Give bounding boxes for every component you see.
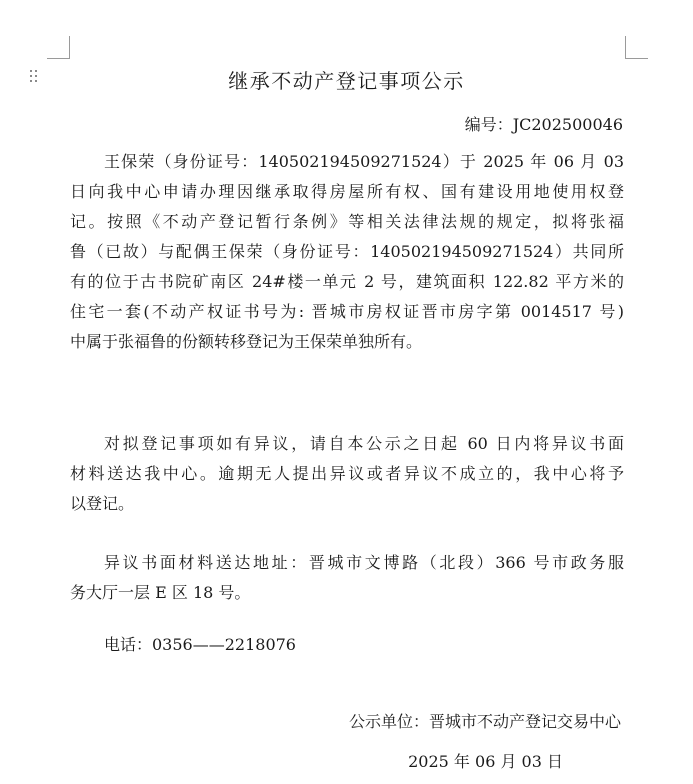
text-line: 中属于张福鲁的份额转移登记为王保荣单独所有。 [70,332,423,351]
text-line: 对拟登记事项如有异议，请自本公示之日起 60 日内将异议书面 [104,434,624,453]
crop-mark-top-right [625,36,648,59]
signature-date: 2025 年 06 月 03 日 [408,752,563,771]
text-line: 材料送达我中心。逾期无人提出异议或者异议不成立的，我中心将予 [70,464,624,483]
text-line: 日向我中心申请办理因继承取得房屋所有权、国有建设用地使用权登 [70,182,624,201]
document-title: 继承不动产登记事项公示 [228,69,465,93]
phone-line: 电话：0356——2218076 [104,635,296,654]
signature-unit: 公示单位：晋城市不动产登记交易中心 [348,712,621,731]
document-number: 编号：JC202500046 [464,115,623,134]
crop-mark-top-left [47,36,70,59]
paragraph-address [70,548,624,608]
paragraph-phone [70,630,624,660]
text-line: 王保荣（身份证号：140502194509271524）于 2025 年 06 月 03 [104,152,624,171]
text-line: 有的位于古书院矿南区 24#楼一单元 2 号，建筑面积 122.82 平方米的 [70,272,624,291]
paragraph-announcement [70,147,624,357]
text-line: 务大厅一层 E 区 18 号。 [70,583,251,602]
text-line: 异议书面材料送达地址：晋城市文博路（北段）366 号市政务服 [104,553,624,572]
text-line: 住宅一套(不动产权证书号为: 晋城市房权证晋市房字第 0014517 号) [70,302,624,321]
text-line: 鲁（已故）与配偶王保荣（身份证号：140502194509271524）共同所 [70,242,624,261]
text-line: 记。按照《不动产登记暂行条例》等相关法律法规的规定，拟将张福 [70,212,624,231]
text-line: 以登记。 [70,494,135,513]
paragraph-objection [70,429,624,519]
